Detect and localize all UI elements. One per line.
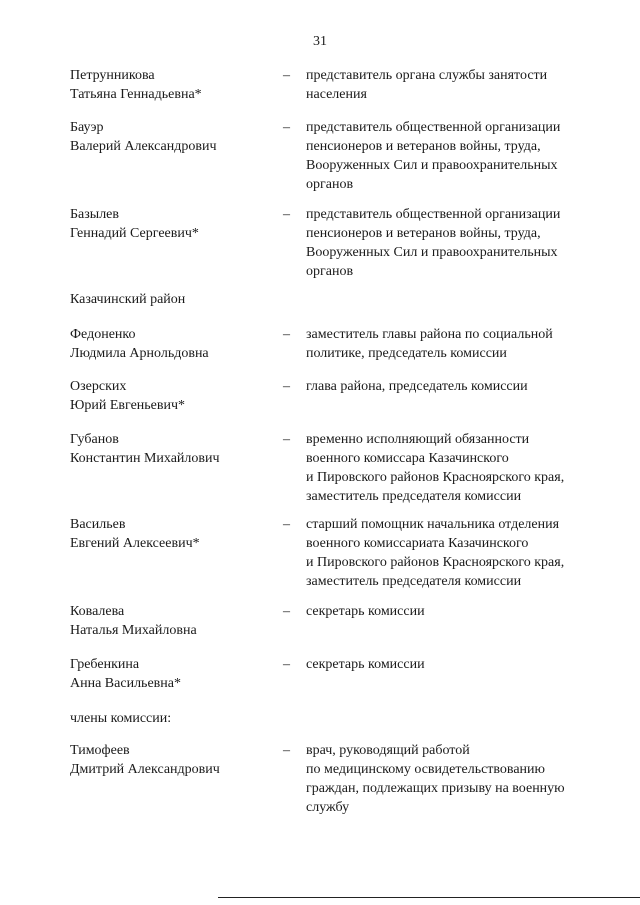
person-name (70, 325, 280, 363)
dash: – (283, 327, 290, 342)
dash: – (283, 68, 290, 83)
person-role (306, 655, 606, 674)
person-name (70, 602, 280, 640)
given-names: Татьяна Геннадьевна* (70, 87, 202, 102)
surname: Тимофеев (70, 743, 130, 758)
role-line: представитель общественной организации (306, 120, 561, 135)
role-line: службу (306, 800, 350, 815)
dash: – (283, 517, 290, 532)
person-name (70, 118, 280, 156)
role-line: секретарь комиссии (306, 604, 425, 619)
page-number: 31 (313, 34, 327, 49)
person-role (306, 325, 606, 363)
role-line: представитель органа службы занятости (306, 68, 548, 83)
dash: – (283, 432, 290, 447)
role-line: органов (306, 177, 354, 192)
given-names: Юрий Евгеньевич* (70, 398, 186, 413)
given-names: Валерий Александрович (70, 139, 217, 154)
surname: Васильев (70, 517, 126, 532)
person-name (70, 515, 280, 553)
given-names: Дмитрий Александрович (70, 762, 220, 777)
dash: – (283, 379, 290, 394)
section-heading: Казачинский район (70, 292, 186, 307)
person-name (70, 205, 280, 243)
surname: Федоненко (70, 327, 136, 342)
role-line: Вооруженных Сил и правоохранительных (306, 245, 558, 260)
role-line: заместитель председателя комиссии (306, 574, 522, 589)
given-names: Константин Михайлович (70, 451, 220, 466)
role-line: секретарь комиссии (306, 657, 425, 672)
role-line: по медицинскому освидетельствованию (306, 762, 546, 777)
role-line: политике, председатель комиссии (306, 346, 507, 361)
role-line: органов (306, 264, 354, 279)
dash: – (283, 743, 290, 758)
person-role (306, 430, 606, 506)
dash: – (283, 657, 290, 672)
role-line: военного комиссара Казачинского (306, 451, 509, 466)
person-role (306, 66, 606, 104)
dash: – (283, 120, 290, 135)
role-line: пенсионеров и ветеранов войны, труда, (306, 226, 541, 241)
person-name (70, 66, 280, 104)
role-line: населения (306, 87, 367, 102)
dash: – (283, 604, 290, 619)
role-line: глава района, председатель комиссии (306, 379, 528, 394)
person-role (306, 741, 606, 817)
role-line: военного комиссариата Казачинского (306, 536, 529, 551)
given-names: Анна Васильевна* (70, 676, 181, 691)
surname: Бауэр (70, 120, 104, 135)
role-line: граждан, подлежащих призыву на военную (306, 781, 565, 796)
person-name (70, 655, 280, 693)
surname: Гребенкина (70, 657, 140, 672)
given-names: Людмила Арнольдовна (70, 346, 209, 361)
role-line: временно исполняющий обязанности (306, 432, 530, 447)
role-line: заместитель председателя комиссии (306, 489, 522, 504)
surname: Ковалева (70, 604, 125, 619)
role-line: и Пировского районов Красноярского края, (306, 470, 565, 485)
given-names: Евгений Алексеевич* (70, 536, 200, 551)
role-line: и Пировского районов Красноярского края, (306, 555, 565, 570)
person-name (70, 430, 280, 468)
person-role (306, 602, 606, 621)
dash: – (283, 207, 290, 222)
role-line: представитель общественной организации (306, 207, 561, 222)
surname: Базылев (70, 207, 119, 222)
person-name (70, 377, 280, 415)
role-line: пенсионеров и ветеранов войны, труда, (306, 139, 541, 154)
person-role (306, 515, 606, 591)
role-line: врач, руководящий работой (306, 743, 470, 758)
surname: Озерских (70, 379, 127, 394)
person-name (70, 741, 280, 779)
role-line: заместитель главы района по социальной (306, 327, 553, 342)
surname: Губанов (70, 432, 119, 447)
given-names: Наталья Михайловна (70, 623, 197, 638)
given-names: Геннадий Сергеевич* (70, 226, 199, 241)
role-line: старший помощник начальника отделения (306, 517, 560, 532)
members-heading: члены комиссии: (70, 711, 172, 726)
role-line: Вооруженных Сил и правоохранительных (306, 158, 558, 173)
bottom-rule (218, 897, 640, 898)
person-role (306, 205, 606, 281)
surname: Петрунникова (70, 68, 155, 83)
person-role (306, 118, 606, 194)
person-role (306, 377, 606, 396)
